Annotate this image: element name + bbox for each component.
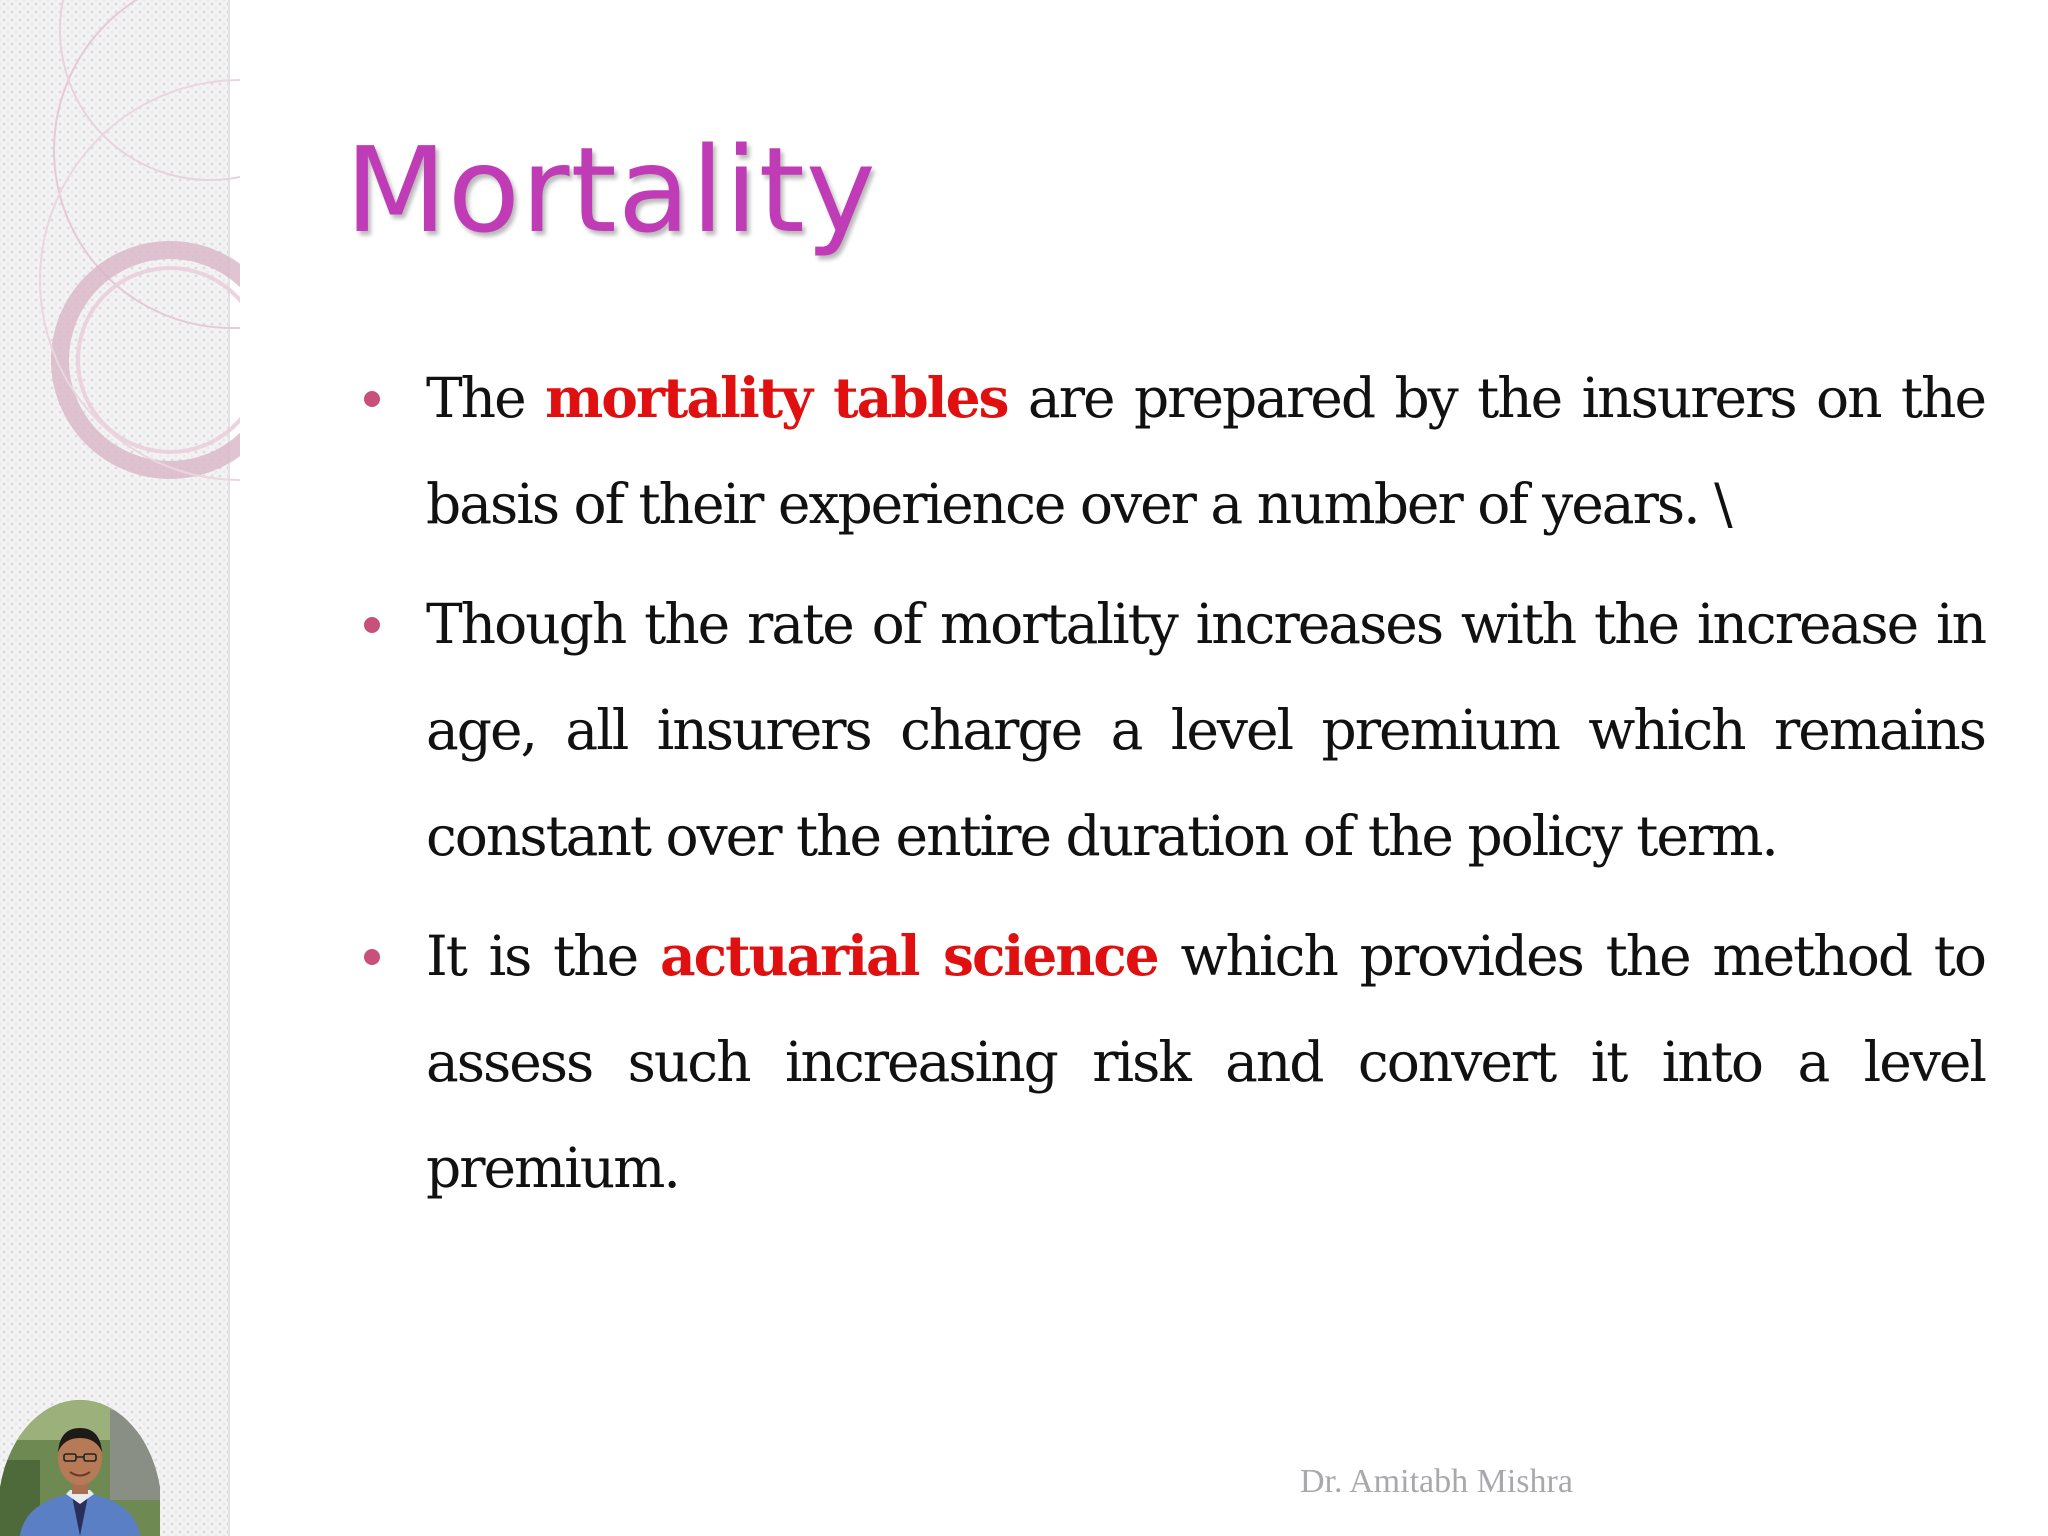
bullet-text: The [426,366,546,430]
bullet-text: which provides the method to assess such increasing risk and convert it into a level premium. [426,924,1985,1200]
bullet-text: Though the rate of mortality increases with the increase in age, all insurers charge a level premium which remains constant over the entire duration of the policy term. [426,592,1985,868]
bullet-marker [364,617,380,633]
bullet-item-mortality-tables [360,345,1985,557]
bullet-marker [364,391,380,407]
highlight-term: actuarial science [660,923,1158,988]
bullet-item-actuarial-science [360,903,1985,1221]
presenter-photo-icon [0,1400,160,1536]
footer-author: Dr. Amitabh Mishra [1300,1463,1573,1500]
decorative-circles [0,0,240,520]
bullet-marker [364,949,380,965]
presenter-avatar [0,1400,160,1536]
bullet-text: It is the [426,924,660,988]
bullet-item-level-premium [360,571,1985,889]
bullet-text: are prepared by the insurers on the basis of their experience over a number of years. \ [426,366,1985,536]
bullet-list [360,345,1985,1235]
slide-title: Mortality [345,121,877,259]
highlight-term: mortality tables [545,365,1008,430]
